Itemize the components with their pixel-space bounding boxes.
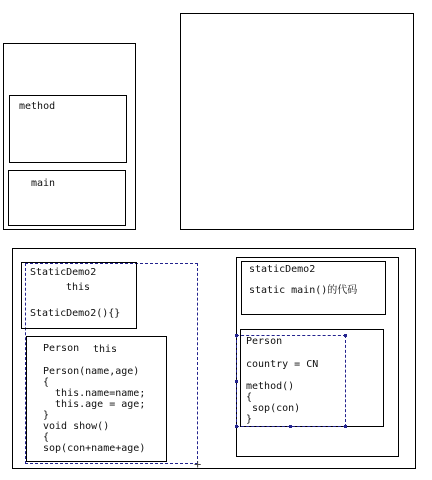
selection-handle xyxy=(235,425,238,428)
heap-person-title: Person xyxy=(43,343,80,354)
code-line: { xyxy=(43,432,50,443)
selection-handle xyxy=(289,425,292,428)
method-person-field: country = CN xyxy=(246,359,319,370)
selection-handle xyxy=(235,334,238,337)
heap-person-this: this xyxy=(93,344,118,355)
code-line: { xyxy=(43,377,50,388)
method-staticdemo2-content: static main()的代码 xyxy=(249,285,358,296)
code-line: sop(con+name+age) xyxy=(43,443,146,454)
method-frame xyxy=(9,95,127,163)
method-frame-label: method xyxy=(19,101,56,112)
code-line: method() xyxy=(246,381,295,392)
method-staticdemo2-title: staticDemo2 xyxy=(249,264,316,275)
code-line: this.age = age; xyxy=(43,399,146,410)
code-line: sop(con) xyxy=(246,403,301,414)
heap-staticdemo2-box xyxy=(21,262,137,329)
main-frame-label: main xyxy=(31,178,56,189)
code-line: } xyxy=(246,414,253,425)
empty-area xyxy=(180,13,414,230)
heap-staticdemo2-constructor: StaticDemo2(){} xyxy=(30,308,121,319)
method-staticdemo2-box xyxy=(241,261,386,315)
heap-person-box xyxy=(26,336,167,462)
code-line: this.name=name; xyxy=(43,388,146,399)
heap-staticdemo2-title: StaticDemo2 xyxy=(30,267,97,278)
code-line: Person(name,age) xyxy=(43,366,140,377)
selection-handle xyxy=(235,380,238,383)
code-line: } xyxy=(43,410,50,421)
crosshair-cursor-icon: + xyxy=(194,457,202,471)
selection-handle xyxy=(344,334,347,337)
code-line: { xyxy=(246,392,253,403)
main-frame xyxy=(8,170,126,226)
selection-handle xyxy=(344,425,347,428)
method-selection xyxy=(236,335,346,427)
method-person-title: Person xyxy=(246,336,283,347)
heap-staticdemo2-this: this xyxy=(66,282,91,293)
code-line: void show() xyxy=(43,421,110,432)
